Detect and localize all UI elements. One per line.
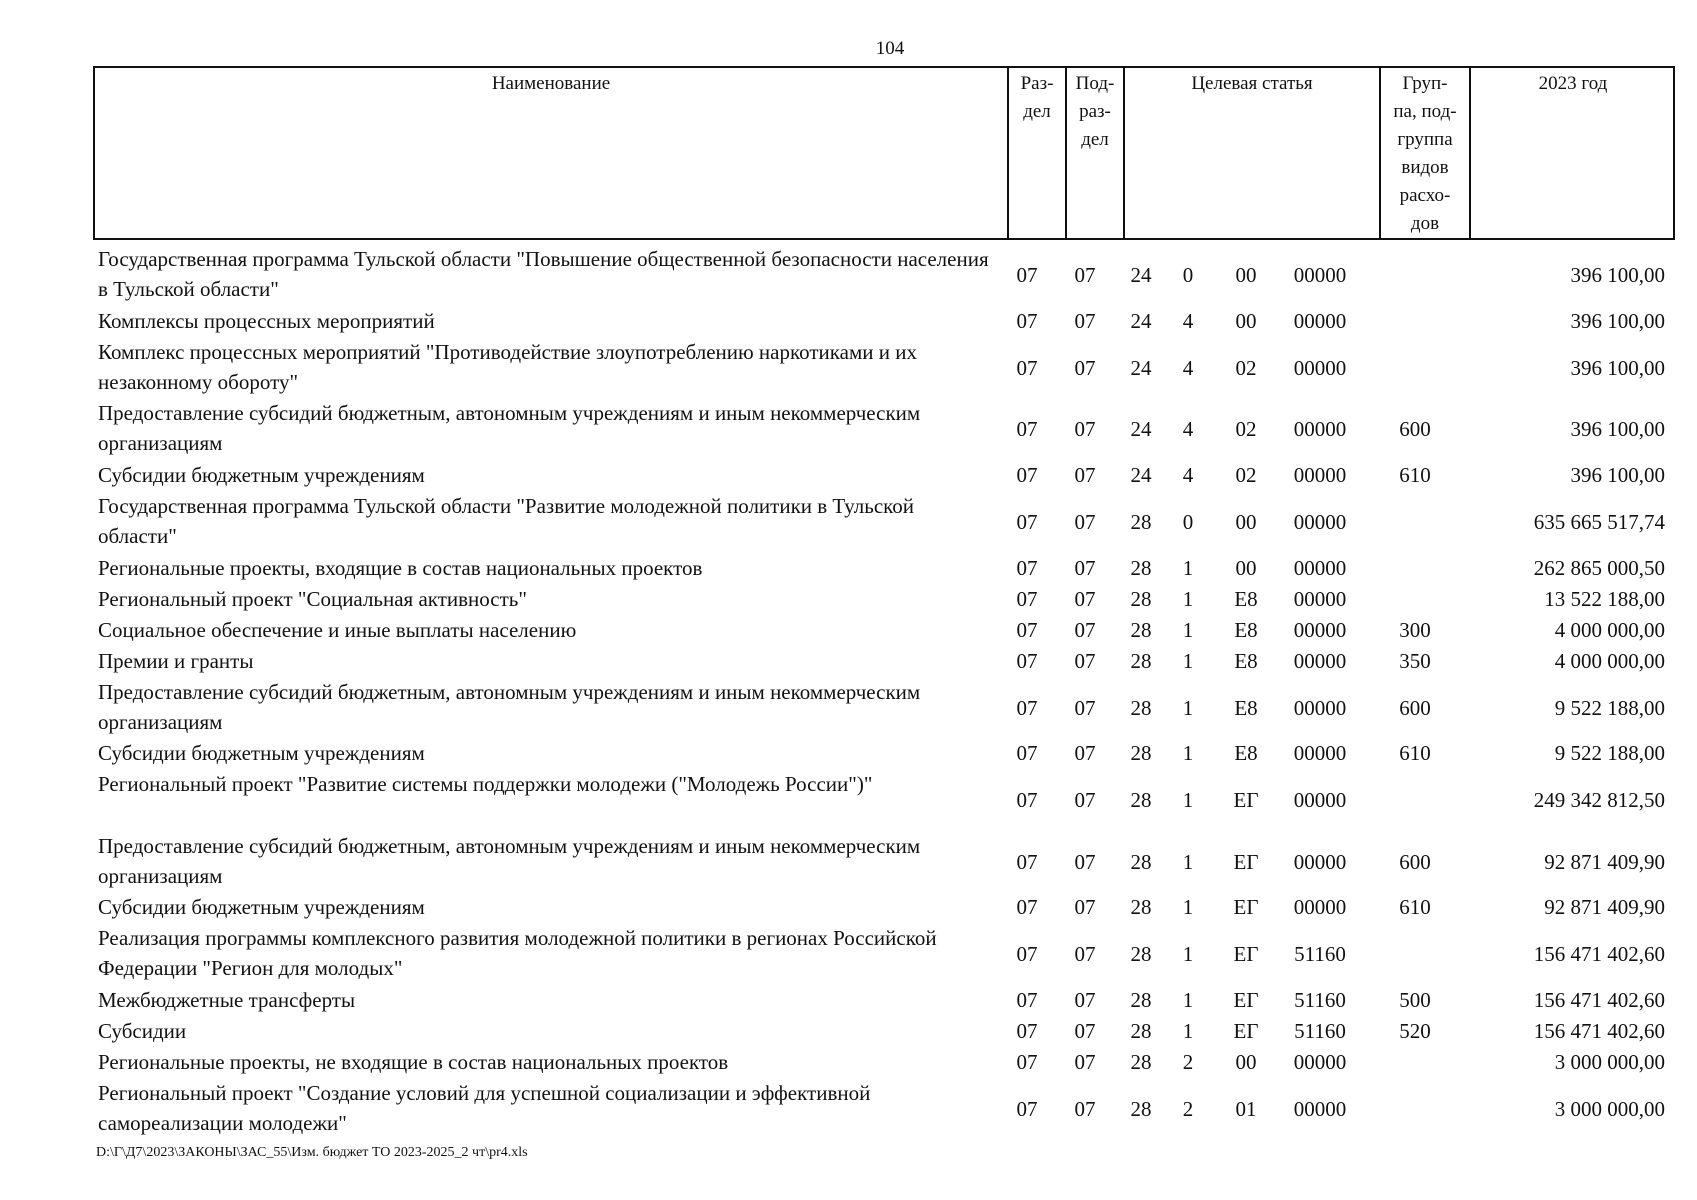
row-cell-pr: 07	[1074, 1050, 1096, 1074]
row-cell-t3: Е8	[1234, 649, 1258, 673]
header-name: Наименование	[491, 73, 611, 94]
row-cell-grp: 520	[1399, 1019, 1431, 1043]
row-amount: 3 000 000,00	[1554, 1050, 1665, 1074]
row-cell-t1: 28	[1130, 788, 1152, 812]
row-amount: 9 522 188,00	[1554, 741, 1665, 765]
table-row	[0, 738, 1697, 769]
row-cell-t4: 00000	[1293, 895, 1347, 919]
row-name: Региональные проекты, входящие в состав национальных проектов	[98, 556, 703, 580]
row-cell-t3: 01	[1235, 1097, 1257, 1121]
row-cell-t3: ЕГ	[1233, 1019, 1259, 1043]
row-cell-t1: 24	[1130, 309, 1152, 333]
row-cell-rz: 07	[1016, 988, 1038, 1012]
row-cell-t4: 00000	[1293, 741, 1347, 765]
table-row	[0, 1016, 1697, 1047]
row-cell-t1: 28	[1130, 1019, 1152, 1043]
row-cell-grp: 600	[1399, 850, 1431, 874]
row-cell-t1: 28	[1130, 1050, 1152, 1074]
row-name: Региональный проект "Социальная активность"	[98, 587, 527, 611]
row-cell-t3: Е8	[1234, 741, 1258, 765]
table-row	[0, 491, 1697, 553]
row-cell-t3: ЕГ	[1233, 850, 1259, 874]
header-expense-group: Груп- па, под- группа видов расхо- дов	[1379, 68, 1469, 238]
row-name: Субсидии бюджетным учреждениям	[98, 463, 425, 487]
row-cell-t1: 24	[1130, 463, 1152, 487]
row-cell-t2: 4	[1182, 463, 1194, 487]
row-cell-t3: 02	[1235, 356, 1257, 380]
row-cell-rz: 07	[1016, 1097, 1038, 1121]
row-cell-t2: 1	[1182, 587, 1194, 611]
row-cell-rz: 07	[1016, 356, 1038, 380]
table-row	[0, 1078, 1697, 1140]
table-row	[0, 1047, 1697, 1078]
row-amount: 9 522 188,00	[1554, 696, 1665, 720]
row-cell-t1: 28	[1130, 556, 1152, 580]
row-cell-t4: 00000	[1293, 556, 1347, 580]
row-cell-pr: 07	[1074, 649, 1096, 673]
table-header	[93, 66, 1675, 240]
row-cell-pr: 07	[1074, 417, 1096, 441]
row-cell-rz: 07	[1016, 587, 1038, 611]
row-cell-t3: 02	[1235, 417, 1257, 441]
row-cell-pr: 07	[1074, 788, 1096, 812]
table-row	[0, 985, 1697, 1016]
row-amount: 92 871 409,90	[1544, 895, 1665, 919]
row-name: Предоставление субсидий бюджетным, автономным учреждениям и иным некоммерческим организациям	[98, 401, 921, 455]
row-cell-t1: 28	[1130, 850, 1152, 874]
row-cell-rz: 07	[1016, 696, 1038, 720]
row-cell-t3: Е8	[1234, 618, 1258, 642]
row-cell-t1: 28	[1130, 649, 1152, 673]
row-cell-grp: 600	[1399, 696, 1431, 720]
row-cell-t3: ЕГ	[1233, 988, 1259, 1012]
row-cell-t2: 2	[1182, 1097, 1194, 1121]
row-cell-t3: 00	[1235, 1050, 1257, 1074]
row-amount: 92 871 409,90	[1544, 850, 1665, 874]
header-razdel: Раз- дел	[1007, 68, 1065, 238]
table-row	[0, 892, 1697, 923]
row-cell-rz: 07	[1016, 1050, 1038, 1074]
row-cell-t3: 00	[1235, 510, 1257, 534]
row-name: Субсидии бюджетным учреждениям	[98, 741, 425, 765]
table-row	[0, 923, 1697, 985]
row-cell-rz: 07	[1016, 649, 1038, 673]
row-cell-t3: 00	[1235, 309, 1257, 333]
row-cell-t4: 00000	[1293, 788, 1347, 812]
row-cell-t2: 1	[1182, 988, 1194, 1012]
row-cell-rz: 07	[1016, 942, 1038, 966]
row-cell-grp: 600	[1399, 417, 1431, 441]
row-cell-t4: 00000	[1293, 649, 1347, 673]
row-name: Социальное обеспечение и иные выплаты населению	[98, 618, 577, 642]
table-row	[0, 646, 1697, 677]
row-cell-t4: 00000	[1293, 618, 1347, 642]
row-cell-t4: 51160	[1294, 988, 1346, 1012]
row-cell-t3: Е8	[1234, 696, 1258, 720]
page-number: 104	[875, 38, 905, 59]
row-name: Субсидии	[98, 1019, 187, 1043]
row-cell-t3: ЕГ	[1233, 788, 1259, 812]
row-cell-grp: 300	[1399, 618, 1431, 642]
row-cell-t1: 28	[1130, 988, 1152, 1012]
row-cell-pr: 07	[1074, 556, 1096, 580]
row-name: Государственная программа Тульской области "Повышение общественной безопасности населения в Тульской области"	[98, 247, 989, 301]
table-row	[0, 460, 1697, 491]
table-row	[0, 553, 1697, 584]
table-row	[0, 584, 1697, 615]
row-cell-t2: 1	[1182, 1019, 1194, 1043]
row-cell-rz: 07	[1016, 895, 1038, 919]
row-cell-t1: 24	[1130, 356, 1152, 380]
row-cell-grp: 500	[1399, 988, 1431, 1012]
row-cell-t3: ЕГ	[1233, 895, 1259, 919]
row-cell-t2: 1	[1182, 649, 1194, 673]
row-cell-t2: 0	[1182, 510, 1194, 534]
row-name: Комплекс процессных мероприятий "Противодействие злоупотреблению наркотиками и их незаконному обороту"	[98, 340, 917, 394]
row-cell-t1: 24	[1130, 263, 1152, 287]
row-name: Региональные проекты, не входящие в состав национальных проектов	[98, 1050, 729, 1074]
file-path: D:\Г\Д7\2023\ЗАКОНЫ\ЗАС_55\Изм. бюджет ТО 2023-2025_2 чт\pr4.xls	[96, 1145, 528, 1160]
row-cell-t1: 28	[1130, 741, 1152, 765]
row-cell-t1: 28	[1130, 696, 1152, 720]
row-cell-pr: 07	[1074, 741, 1096, 765]
row-cell-rz: 07	[1016, 463, 1038, 487]
row-name: Региональный проект "Развитие системы поддержки молодежи ("Молодежь России")"	[98, 772, 873, 796]
row-cell-pr: 07	[1074, 850, 1096, 874]
row-cell-t3: 02	[1235, 463, 1257, 487]
row-cell-rz: 07	[1016, 556, 1038, 580]
row-cell-t4: 00000	[1293, 696, 1347, 720]
row-cell-t3: Е8	[1234, 587, 1258, 611]
row-cell-t2: 0	[1182, 263, 1194, 287]
table-row	[0, 306, 1697, 337]
row-cell-t4: 00000	[1293, 1097, 1347, 1121]
row-cell-rz: 07	[1016, 850, 1038, 874]
row-cell-t1: 24	[1130, 417, 1152, 441]
row-cell-t4: 00000	[1293, 309, 1347, 333]
row-name: Премии и гранты	[98, 649, 254, 673]
row-cell-t2: 4	[1182, 417, 1194, 441]
row-cell-rz: 07	[1016, 741, 1038, 765]
row-amount: 156 471 402,60	[1533, 988, 1665, 1012]
row-cell-rz: 07	[1016, 309, 1038, 333]
row-cell-t4: 00000	[1293, 417, 1347, 441]
header-year: 2023 год	[1469, 68, 1675, 238]
row-cell-t1: 28	[1130, 895, 1152, 919]
row-cell-t4: 00000	[1293, 587, 1347, 611]
row-cell-t1: 28	[1130, 1097, 1152, 1121]
row-cell-grp: 610	[1399, 895, 1431, 919]
row-cell-pr: 07	[1074, 988, 1096, 1012]
row-cell-t2: 4	[1182, 356, 1194, 380]
header-target-article: Целевая статья	[1123, 68, 1379, 238]
row-cell-grp: 610	[1399, 741, 1431, 765]
row-cell-t2: 2	[1182, 1050, 1194, 1074]
row-cell-t4: 00000	[1293, 850, 1347, 874]
row-cell-grp: 350	[1399, 649, 1431, 673]
row-cell-t2: 1	[1182, 556, 1194, 580]
row-cell-rz: 07	[1016, 417, 1038, 441]
row-cell-pr: 07	[1074, 510, 1096, 534]
row-cell-t2: 4	[1182, 309, 1194, 333]
row-cell-t1: 28	[1130, 587, 1152, 611]
row-cell-rz: 07	[1016, 510, 1038, 534]
row-amount: 249 342 812,50	[1533, 788, 1665, 812]
table-row	[0, 615, 1697, 646]
row-amount: 635 665 517,74	[1533, 510, 1665, 534]
row-cell-pr: 07	[1074, 356, 1096, 380]
row-cell-t2: 1	[1182, 788, 1194, 812]
row-name: Предоставление субсидий бюджетным, автономным учреждениям и иным некоммерческим организациям	[98, 834, 921, 888]
row-name: Региональный проект "Создание условий для успешной социализации и эффективной самореализации молодежи"	[98, 1081, 871, 1135]
table-row	[0, 677, 1697, 738]
row-cell-t1: 28	[1130, 942, 1152, 966]
row-name: Субсидии бюджетным учреждениям	[98, 895, 425, 919]
table-row	[0, 337, 1697, 398]
row-cell-t4: 00000	[1293, 463, 1347, 487]
row-amount: 3 000 000,00	[1554, 1097, 1665, 1121]
row-cell-pr: 07	[1074, 1019, 1096, 1043]
row-name: Предоставление субсидий бюджетным, автономным учреждениям и иным некоммерческим организациям	[98, 680, 921, 734]
row-amount: 396 100,00	[1570, 417, 1665, 441]
row-cell-t4: 00000	[1293, 356, 1347, 380]
row-cell-t4: 00000	[1293, 263, 1347, 287]
row-cell-t4: 51160	[1294, 1019, 1346, 1043]
row-cell-t3: ЕГ	[1233, 942, 1259, 966]
row-cell-grp: 610	[1399, 463, 1431, 487]
row-cell-pr: 07	[1074, 587, 1096, 611]
table-row	[0, 244, 1697, 306]
row-cell-t2: 1	[1182, 618, 1194, 642]
row-cell-t1: 28	[1130, 618, 1152, 642]
row-cell-t2: 1	[1182, 696, 1194, 720]
row-cell-t3: 00	[1235, 263, 1257, 287]
row-amount: 156 471 402,60	[1533, 1019, 1665, 1043]
row-amount: 396 100,00	[1570, 263, 1665, 287]
row-cell-pr: 07	[1074, 309, 1096, 333]
row-cell-t4: 00000	[1293, 510, 1347, 534]
row-amount: 396 100,00	[1570, 463, 1665, 487]
row-cell-pr: 07	[1074, 263, 1096, 287]
row-cell-pr: 07	[1074, 1097, 1096, 1121]
row-cell-rz: 07	[1016, 788, 1038, 812]
row-cell-t4: 00000	[1293, 1050, 1347, 1074]
row-cell-t2: 1	[1182, 741, 1194, 765]
row-cell-pr: 07	[1074, 463, 1096, 487]
row-amount: 262 865 000,50	[1533, 556, 1665, 580]
row-cell-rz: 07	[1016, 1019, 1038, 1043]
row-cell-rz: 07	[1016, 618, 1038, 642]
row-name: Межбюджетные трансферты	[98, 988, 356, 1012]
row-cell-t2: 1	[1182, 850, 1194, 874]
table-row	[0, 831, 1697, 892]
row-cell-t2: 1	[1182, 942, 1194, 966]
row-amount: 4 000 000,00	[1554, 649, 1665, 673]
row-cell-pr: 07	[1074, 618, 1096, 642]
row-cell-t1: 28	[1130, 510, 1152, 534]
row-name: Комплексы процессных мероприятий	[98, 309, 435, 333]
row-cell-pr: 07	[1074, 942, 1096, 966]
row-name: Реализация программы комплексного развития молодежной политики в регионах Российской Федерации "Регион для молодых"	[98, 926, 937, 980]
row-cell-t2: 1	[1182, 895, 1194, 919]
header-podrazdel: Под- раз- дел	[1065, 68, 1123, 238]
table-row	[0, 769, 1697, 831]
row-cell-t4: 51160	[1294, 942, 1346, 966]
row-cell-t3: 00	[1235, 556, 1257, 580]
row-name: Государственная программа Тульской области "Развитие молодежной политики в Тульской области"	[98, 494, 915, 548]
row-amount: 13 522 188,00	[1544, 587, 1665, 611]
row-amount: 396 100,00	[1570, 309, 1665, 333]
row-cell-pr: 07	[1074, 696, 1096, 720]
row-amount: 4 000 000,00	[1554, 618, 1665, 642]
row-amount: 156 471 402,60	[1533, 942, 1665, 966]
row-cell-rz: 07	[1016, 263, 1038, 287]
row-cell-pr: 07	[1074, 895, 1096, 919]
row-amount: 396 100,00	[1570, 356, 1665, 380]
table-row	[0, 398, 1697, 460]
